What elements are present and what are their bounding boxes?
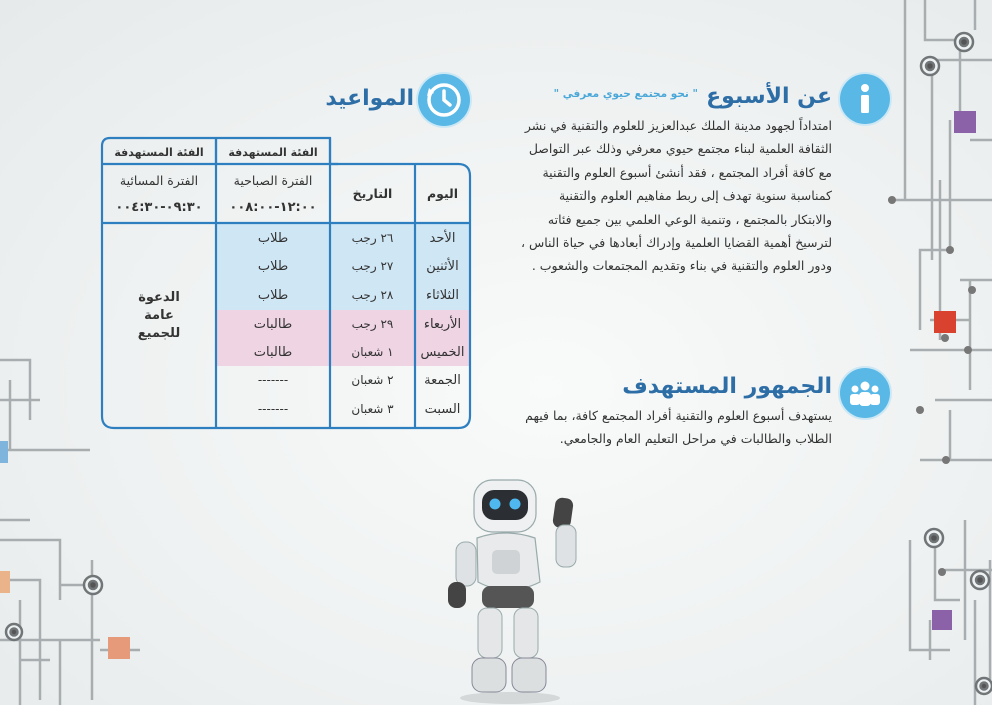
row-morning: طلاب: [257, 287, 289, 303]
morning-header: الفترة الصباحية: [233, 172, 313, 188]
evening-time: ٠٩:٣٠-٠٠٤:٣٠: [115, 199, 203, 215]
row-date: ٢٧ رجب: [351, 259, 394, 273]
date-header: التاريخ: [352, 186, 393, 201]
row-morning: طالبات: [253, 316, 293, 332]
row-day: الجمعة: [424, 372, 461, 388]
row-morning: طلاب: [257, 230, 289, 246]
row-day: الأربعاء: [423, 316, 462, 332]
row-morning: -------: [257, 402, 289, 416]
row-morning: -------: [257, 373, 289, 387]
target-group-header-morning: الفئة المستهدفة: [228, 145, 318, 159]
morning-time: ١٢:٠٠-٠٠٨:٠٠: [229, 199, 317, 215]
audience-title: الجمهور المستهدف: [622, 374, 832, 399]
about-subtitle: " نحو مجتمع حيوي معرفي ": [553, 88, 698, 100]
evening-header: الفترة المسائية: [119, 172, 199, 188]
row-day: الخميس: [420, 344, 465, 360]
row-date: ٣ شعبان: [351, 402, 394, 416]
row-morning: طلاب: [257, 258, 289, 274]
row-day: السبت: [424, 401, 461, 417]
info-icon: [840, 74, 890, 124]
schedule-table: [100, 136, 472, 430]
row-date: ٢ شعبان: [351, 373, 394, 387]
row-day: الثلاثاء: [426, 287, 459, 303]
row-date: ٢٨ رجب: [351, 288, 394, 302]
row-date: ٢٦ رجب: [351, 231, 394, 245]
about-body: امتداداً لجهود مدينة الملك عبدالعزيز للعلوم والتقنية في نشر الثقافة العلمية لبناء مجتمع حيوي معرفي وذلك عبر التواصل مع كافة أفراد المجتمع ، فقد أنشئ أسبوع العلوم والتقنية كمناسبة سنوية تهدف إلى ربط مفاهيم العلوم والتقنية والابتكار بالمجتمع ، وتنمية الوعي العلمي بين جميع فئاته لترسيخ أهمية القضايا العلمية وإدراك أبعادها في حياة الناس ، ودور العلوم والتقنية في بناء وتقديم المجتمعات والشعوب .: [520, 118, 832, 274]
about-title: عن الأسبوع: [706, 84, 832, 109]
row-day: الأثنين: [426, 258, 459, 274]
schedule-title: المواعيد: [325, 86, 414, 111]
clock-icon: [418, 74, 470, 126]
audience-body: يستهدف أسبوع العلوم والتقنية أفراد المجتمع كافة، بما فيهم الطلاب والطالبات في مراحل التعليم العام والجامعي.: [525, 408, 832, 447]
row-date: ٢٩ رجب: [351, 317, 394, 331]
people-icon: [840, 368, 890, 418]
row-date: ١ شعبان: [351, 345, 394, 359]
robot-illustration: [432, 470, 592, 705]
day-header: اليوم: [426, 186, 459, 201]
row-day: الأحد: [429, 230, 456, 246]
evening-note: الدعوة عامة للجميع: [137, 290, 181, 341]
target-group-header-evening: الفئة المستهدفة: [114, 145, 204, 159]
row-morning: طالبات: [253, 344, 293, 360]
